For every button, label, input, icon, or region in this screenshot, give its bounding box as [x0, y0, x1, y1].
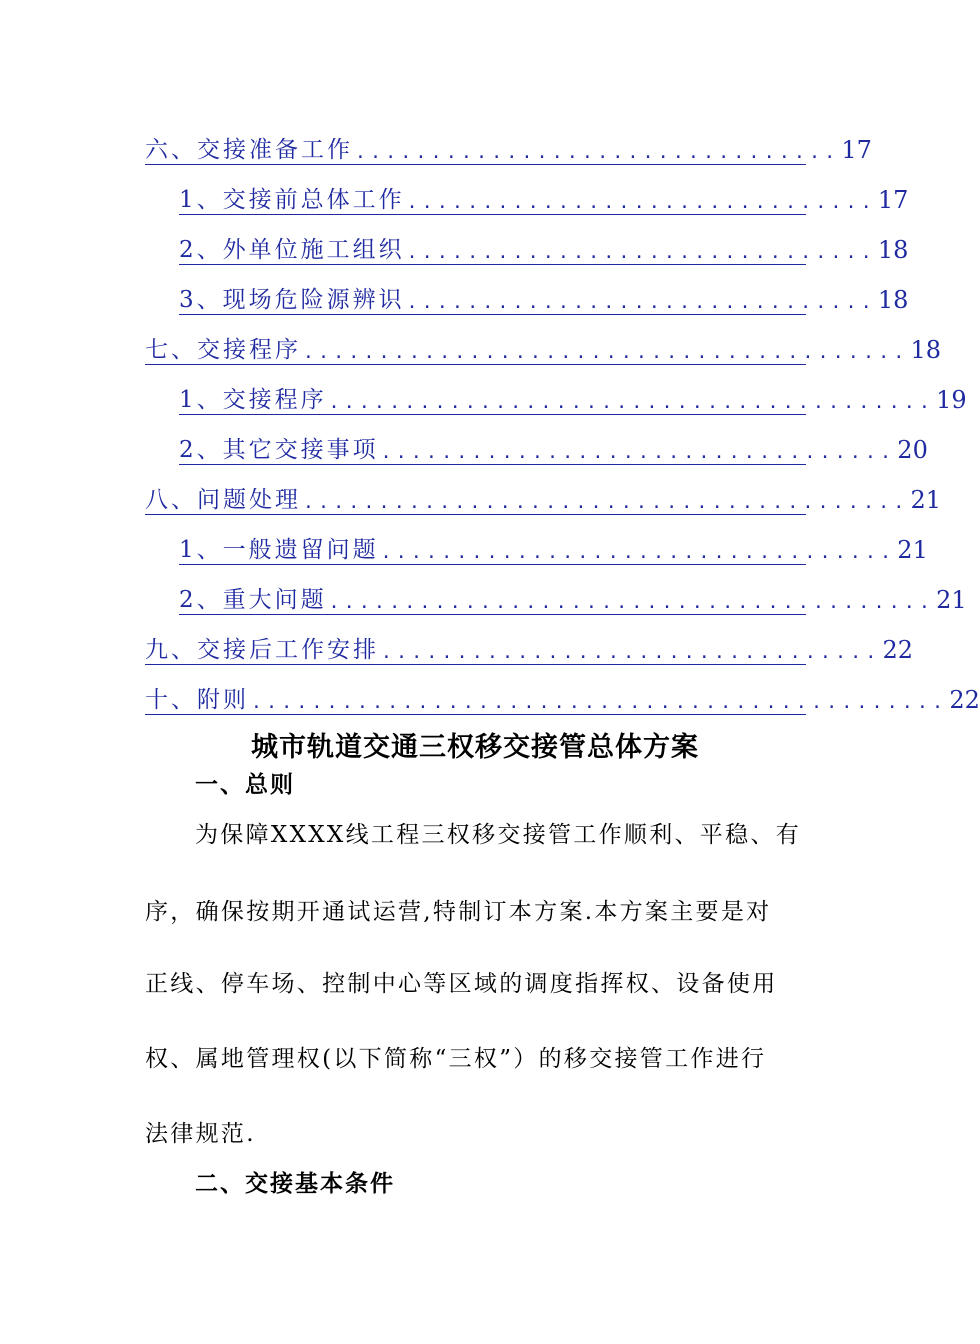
section-heading-general: 一、总则	[195, 772, 295, 798]
toc-dot-leader: ...............................	[406, 242, 876, 263]
toc-page-number: 20	[897, 436, 928, 464]
paragraph-line: 正线、停车场、控制中心等区域的调度指挥权、设备使用	[145, 971, 778, 997]
toc-dot-leader: ..................................	[380, 542, 896, 563]
toc-page-number: 17	[841, 136, 872, 164]
toc-entry[interactable]	[179, 285, 909, 315]
toc-entry[interactable]	[145, 635, 914, 665]
paragraph-line: 为保障XXXX线工程三权移交接管工作顺利、平稳、有	[195, 822, 801, 848]
toc-entry[interactable]	[145, 485, 942, 515]
toc-page-number: 18	[877, 236, 909, 264]
toc-dot-leader: ........................................	[328, 392, 935, 413]
toc-entry[interactable]	[179, 385, 967, 415]
toc-dot-leader: ........................................	[328, 592, 935, 613]
toc-entry-title: 八、问题处理	[145, 487, 301, 513]
toc-page-number: 19	[936, 386, 967, 414]
toc-dot-leader: ........................................	[303, 492, 909, 513]
toc-page-number: 18	[877, 286, 909, 314]
toc-entry[interactable]	[145, 335, 942, 365]
toc-entry-title: 十、附则	[145, 687, 249, 713]
toc-dot-leader: .................................	[381, 642, 881, 663]
toc-entry[interactable]	[179, 185, 909, 215]
toc-page-number: 22	[882, 636, 914, 664]
toc-entry[interactable]	[145, 135, 872, 165]
toc-page-number: 21	[897, 536, 928, 564]
toc-entry-title: 1、交接程序	[179, 387, 327, 413]
toc-page-number: 17	[877, 186, 909, 214]
toc-entry-title: 七、交接程序	[145, 337, 301, 363]
toc-dot-leader: ................................	[355, 142, 840, 163]
toc-entry-title: 2、外单位施工组织	[179, 237, 405, 263]
section-heading-basic-conditions: 二、交接基本条件	[195, 1171, 395, 1197]
toc-entry-title: 六、交接准备工作	[145, 137, 353, 163]
toc-dot-leader: ..................................	[380, 442, 896, 463]
toc-dot-leader: ..............................................	[251, 692, 948, 713]
toc-entry-title: 九、交接后工作安排	[145, 637, 379, 663]
toc-entry-title: 1、一般遗留问题	[179, 537, 379, 563]
toc-entry-title: 3、现场危险源辨识	[179, 287, 405, 313]
toc-dot-leader: ........................................	[303, 342, 909, 363]
toc-entry[interactable]	[179, 585, 967, 615]
paragraph-line: 序，确保按期开通试运营,特制订本方案.本方案主要是对	[145, 899, 772, 925]
toc-entry[interactable]	[179, 235, 909, 265]
paragraph-line: 法律规范.	[145, 1121, 256, 1147]
toc-page-number: 22	[949, 686, 980, 714]
toc-page-number: 21	[936, 586, 967, 614]
toc-entry-title: 2、重大问题	[179, 587, 327, 613]
toc-dot-leader: ...............................	[406, 292, 876, 313]
toc-page-number: 21	[910, 486, 942, 514]
paragraph-line: 权、属地管理权(以下简称“三权”）的移交接管工作进行	[145, 1046, 767, 1072]
toc-entry-title: 1、交接前总体工作	[179, 187, 405, 213]
toc-dot-leader: ...............................	[406, 192, 876, 213]
document-title: 城市轨道交通三权移交接管总体方案	[251, 732, 699, 763]
toc-entry[interactable]	[179, 435, 928, 465]
toc-entry[interactable]	[145, 685, 980, 715]
toc-page-number: 18	[910, 336, 942, 364]
toc-entry[interactable]	[179, 535, 928, 565]
toc-entry-title: 2、其它交接事项	[179, 437, 379, 463]
